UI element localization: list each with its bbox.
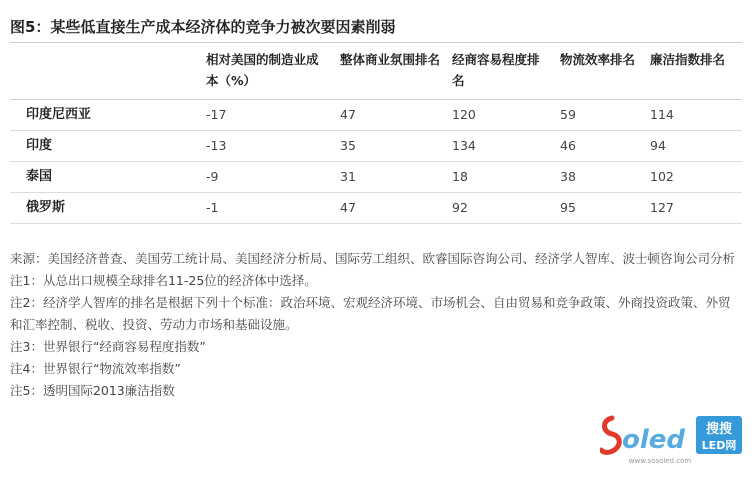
cell-ease: 18: [446, 162, 554, 193]
cell-logistics: 46: [554, 131, 644, 162]
svg-text:oled: oled: [622, 425, 686, 455]
watermark-logo: [600, 412, 745, 466]
table-header-row: [10, 43, 742, 100]
note-1: 注1：从总出口规模全球排名11-25位的经济体中选择。: [10, 273, 317, 288]
cell-cost: -17: [200, 100, 334, 131]
cell-ease: 120: [446, 100, 554, 131]
competitiveness-table: [10, 42, 742, 224]
page-title: 图5：某些低直接生产成本经济体的竞争力被次要因素削弱: [10, 18, 396, 36]
header-ease-of-business: 经商容易程度排名: [452, 52, 540, 88]
cell-ease: 92: [446, 193, 554, 224]
svg-text:LED网: LED网: [701, 439, 737, 452]
cell-business: 31: [334, 162, 446, 193]
header-business-environment: 整体商业氛围排名: [340, 52, 441, 67]
note-3: 注3：世界银行“经商容易程度指数”: [10, 339, 206, 354]
cell-corruption: 102: [644, 162, 742, 193]
data-table: [10, 42, 742, 224]
row-country: 印度: [10, 131, 200, 162]
cell-ease: 134: [446, 131, 554, 162]
watermark-logo-icon: [600, 412, 745, 466]
table-row: [10, 193, 742, 224]
cell-cost: -1: [200, 193, 334, 224]
note-5: 注5：透明国际2013廉洁指数: [10, 383, 175, 398]
header-logistics: 物流效率排名: [560, 52, 636, 67]
cell-logistics: 59: [554, 100, 644, 131]
cell-logistics: 95: [554, 193, 644, 224]
cell-corruption: 114: [644, 100, 742, 131]
note-source: 来源：美国经济普查、美国劳工统计局、美国经济分析局、国际劳工组织、欧睿国际咨询公司、经济学人智库、波士顿咨询公司分析: [10, 251, 736, 266]
svg-text:搜搜: 搜搜: [705, 422, 733, 437]
cell-business: 47: [334, 100, 446, 131]
header-blank: [10, 43, 200, 100]
cell-corruption: 127: [644, 193, 742, 224]
row-country: 俄罗斯: [10, 193, 200, 224]
source-notes: [10, 248, 740, 402]
note-4: 注4：世界银行“物流效率指数”: [10, 361, 181, 376]
row-country: 泰国: [10, 162, 200, 193]
table-row: [10, 100, 742, 131]
cell-business: 47: [334, 193, 446, 224]
header-corruption-index: 廉洁指数排名: [650, 52, 726, 67]
table-row: [10, 131, 742, 162]
table-row: [10, 162, 742, 193]
note-2: 注2：经济学人智库的排名是根据下列十个标准：政治环境、宏观经济环境、市场机会、自由贸易和竞争政策、外商投资政策、外贸和汇率控制、税收、投资、劳动力市场和基础设施。: [10, 295, 731, 332]
cell-cost: -9: [200, 162, 334, 193]
cell-logistics: 38: [554, 162, 644, 193]
cell-cost: -13: [200, 131, 334, 162]
row-country: 印度尼西亚: [10, 100, 200, 131]
header-manufacturing-cost: 相对美国的制造业成本（%）: [206, 52, 319, 88]
svg-text:www.sosoled.com: www.sosoled.com: [628, 457, 692, 465]
cell-corruption: 94: [644, 131, 742, 162]
cell-business: 35: [334, 131, 446, 162]
